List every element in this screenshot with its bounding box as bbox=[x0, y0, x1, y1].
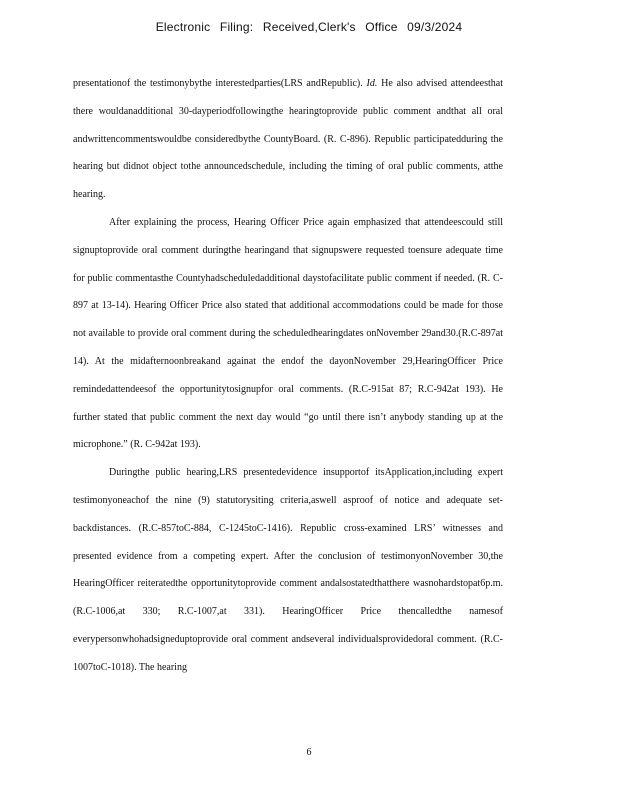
document-body bbox=[73, 70, 503, 682]
id-citation: Id. bbox=[366, 78, 378, 89]
paragraph-1-text-start: presentationof the testimonybythe interestedparties(LRS andRepublic). bbox=[73, 78, 367, 89]
paragraph-1-text-end: He also advised attendeesthat there wouldanadditional 30-dayperiodfollowingthe hearingtoprovide public comment andthat all oral andwrittencommentswouldbe consideredbythe CountyBoard. (R. C-896). Republic participatedduring the hearing but didnot object tothe announcedschedule, including the timing of oral public comments, atthe hearing. bbox=[73, 78, 503, 201]
paragraph-1 bbox=[73, 70, 503, 209]
paragraph-2: After explaining the process, Hearing Officer Price again emphasized that attendeescould still signuptoprovide oral comment duringthe hearingand that signupswere requested toensure adequate time for public commentasthe Countyhadscheduledadditional daystofacilitate public comment if needed. (R. C-897 at 13-14). Hearing Officer Price also stated that additional accommodations could be made for those not available to provide oral comment during the scheduledhearingdates onNovember 29and30.(R.C-897at 14). At the midafternoonbreakand againat the endof the dayonNovember 29,HearingOfficer Price remindedattendeesof the opportunitytosignupfor oral comments. (R.C-915at 87; R.C-942at 193). He further stated that public comment the next day would “go until there isn’t anybody standing up at the microphone.” (R. C-942at 193). bbox=[73, 216, 503, 451]
page-number: 6 bbox=[306, 747, 312, 758]
electronic-filing-header: Electronic Filing: Received,Clerk's Office 09/3/2024 bbox=[155, 20, 463, 34]
paragraph-3: Duringthe public hearing,LRS presentedevidence insupportof itsApplication,including expert testimonyoneachof the nine (9) statutorysiting criteria,aswell asproof of notice and adequate set-backdistances. (R.C-857toC-884, C-1245toC-1416). Republic cross-examined LRS’ witnesses and presented evidence from a competing expert. After the conclusion of testimonyonNovember 30,the HearingOfficer reiteratedthe opportunitytoprovide comment andalsostatedthatthere wasnohardstopat6p.m. (R.C-1006,at 330; R.C-1007,at 331). HearingOfficer Price thencalledthe namesof everypersonwhohadsigneduptoprovide oral comment andseveral individualsprovidedoral comment. (R.C-1007toC-1018). The hearing bbox=[73, 467, 503, 673]
